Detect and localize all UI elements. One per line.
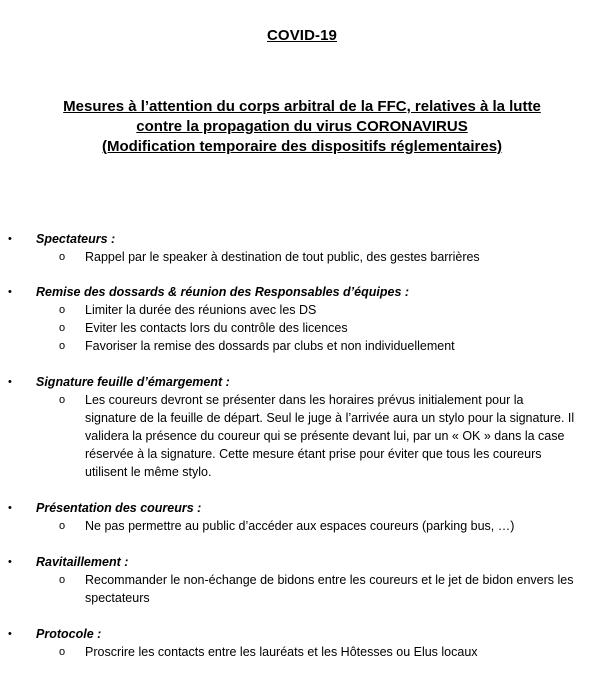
bullet-icon: • [8, 628, 12, 640]
section-label: Remise des dossards & réunion des Responsables d’équipes : [36, 285, 410, 299]
section-label: Signature feuille d’émargement : [36, 375, 230, 389]
section-ravitaillement [0, 553, 604, 607]
bullet-icon: • [8, 502, 12, 514]
section-spectateurs [0, 230, 604, 266]
bullet-icon: • [8, 233, 12, 245]
measures-list [0, 230, 604, 661]
heading-line: contre la propagation du virus CORONAVIRUS [136, 118, 468, 135]
section-label: Spectateurs : [36, 232, 116, 246]
section-label: Ravitaillement : [36, 555, 129, 569]
list-item [0, 391, 604, 481]
bullet-icon: • [8, 376, 12, 388]
sub-bullet-icon: o [59, 251, 66, 263]
sub-bullet-icon: o [59, 574, 66, 586]
sub-bullet-icon: o [59, 394, 66, 406]
heading-line: (Modification temporaire des dispositifs réglementaires) [101, 138, 503, 155]
section-label: Protocole : [36, 627, 102, 641]
list-item [0, 337, 604, 355]
item-text: Proscrire les contacts entre les lauréats et les Hôtesses ou Elus locaux [85, 645, 478, 659]
item-text: Recommander le non-échange de bidons entre les coureurs et le jet de bidon envers les spectateurs [85, 573, 574, 605]
section-presentation-coureurs [0, 499, 604, 535]
list-item [0, 643, 604, 661]
item-text: Limiter la durée des réunions avec les DS [85, 303, 317, 317]
item-text: Les coureurs devront se présenter dans les horaires prévus initialement pour la signature de la feuille de départ. Seul le juge à l’arrivée aura un stylo pour la signature. Il validera la présence du coureur qui se présente devant lui, par un « OK » dans la case réservée à la signature. Cette mesure étant prise pour éviter que tous les coureurs utilisent le même stylo. [85, 393, 575, 479]
item-text: Rappel par le speaker à destination de tout public, des gestes barrières [85, 250, 480, 264]
list-item [0, 301, 604, 319]
section-remise-dossards [0, 283, 604, 355]
sub-bullet-icon: o [59, 322, 66, 334]
item-text: Favoriser la remise des dossards par clubs et non individuellement [85, 339, 455, 353]
section-protocole [0, 625, 604, 661]
list-item [0, 248, 604, 266]
item-text: Ne pas permettre au public d’accéder aux espaces coureurs (parking bus, …) [85, 519, 515, 533]
list-item [0, 319, 604, 337]
sub-bullet-icon: o [59, 340, 66, 352]
list-item [0, 571, 604, 607]
list-item [0, 517, 604, 535]
section-label: Présentation des coureurs : [36, 501, 202, 515]
sub-bullet-icon: o [59, 304, 66, 316]
document-heading [0, 97, 604, 157]
item-text: Eviter les contacts lors du contrôle des licences [85, 321, 348, 335]
document-title: COVID-19 [267, 27, 337, 44]
bullet-icon: • [8, 286, 12, 298]
sub-bullet-icon: o [59, 520, 66, 532]
heading-line: Mesures à l’attention du corps arbitral de la FFC, relatives à la lutte [63, 98, 541, 115]
sub-bullet-icon: o [59, 646, 66, 658]
section-signature-feuille [0, 373, 604, 481]
bullet-icon: • [8, 556, 12, 568]
